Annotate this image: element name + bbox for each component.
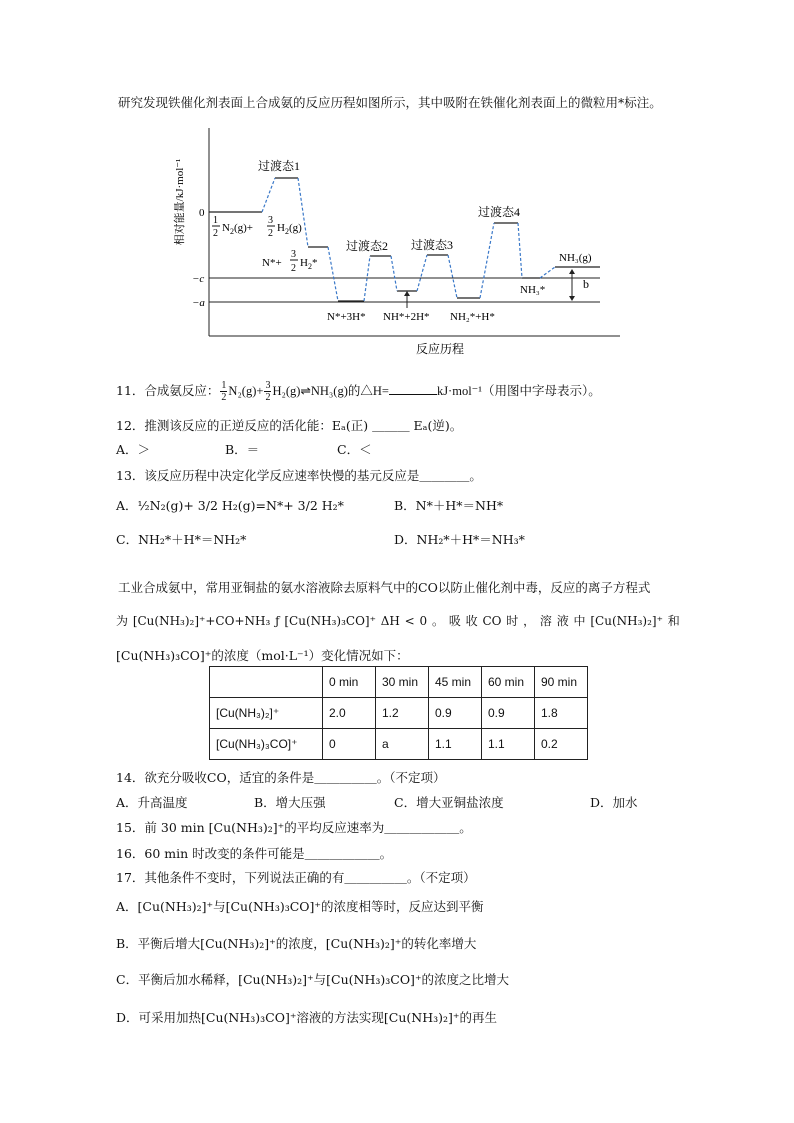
energy-diagram [0, 120, 794, 380]
table-header-cell [210, 667, 323, 698]
svg-text:H2*: $H_2*$ [300, 257, 318, 271]
ads-state-label [262, 249, 317, 274]
svg-text:2: 2 [291, 263, 296, 274]
q13-option-d[interactable]: D．NH₂*＋H*＝NH₃* [394, 532, 525, 547]
x-axis-label: 反应历程 [415, 342, 465, 356]
s4-label: NH₃* [520, 284, 546, 296]
table-header-cell: 45 min [429, 667, 482, 698]
q12-option-a[interactable]: A．＞ [116, 442, 151, 457]
table-cell: 0.9 [482, 698, 535, 729]
q13-option-a[interactable]: A．½N₂(g)+ 3/2 H₂(g)=N*+ 3/2 H₂* [116, 498, 344, 513]
q14-option-b[interactable]: B．增大压强 [254, 795, 326, 810]
svg-text:N*+: N*+ [262, 257, 282, 269]
q13-option-c[interactable]: C．NH₂*＋H*＝NH₂* [116, 532, 247, 547]
tick-zero: 0 [199, 207, 205, 219]
passage-line-1: 工业合成氨中，常用亚铜盐的氨水溶液除去原料气中的CO以防止催化剂中毒，反应的离子方程式 [118, 580, 651, 595]
s1-label: N*+3H* [327, 311, 366, 323]
b-label: b [583, 277, 589, 291]
table-cell: 2.0 [323, 698, 376, 729]
q12-option-c[interactable]: C．＜ [337, 442, 372, 457]
q14-option-c[interactable]: C．增大亚铜盐浓度 [394, 795, 504, 810]
question-14: 14．欲充分吸收CO，适宜的条件是＿＿＿＿＿。（不定项） [116, 770, 446, 785]
answer-blank[interactable] [389, 382, 437, 395]
svg-text:3: 3 [268, 215, 273, 226]
question-17: 17．其他条件不变时，下列说法正确的有＿＿＿＿＿。（不定项） [116, 870, 476, 885]
table-cell: 0.2 [535, 729, 588, 760]
table-row [210, 698, 588, 729]
y-axis-label: 相对能量/kJ·mol⁻¹ [174, 158, 186, 246]
table-cell: [Cu(NH₃)₂]⁺ [210, 698, 323, 729]
concentration-table [209, 666, 588, 760]
svg-text:3: 3 [291, 249, 296, 260]
question-13: 13．该反应历程中决定化学反应速率快慢的基元反应是＿＿＿＿。 [116, 468, 482, 483]
s3-label: NH₂*+H* [450, 311, 495, 323]
question-11: 11．合成氨反应： $\frac{1}{2}$ N₂(g)+ $\frac{3}{2}$ H₂(g)⇌NH₃(g)的△H= kJ·mol⁻¹（用图中字母表示）。 [116, 380, 601, 403]
q12-option-b[interactable]: B．＝ [225, 442, 260, 457]
intro-text: 研究发现铁催化剂表面上合成氨的反应历程如图所示，其中吸附在铁催化剂表面上的微粒用*标注。 [118, 95, 662, 110]
question-12: 12．推测该反应的正逆反应的活化能：Eₐ(正) ＿＿＿ Eₐ(逆)。 [116, 418, 463, 433]
q14-option-d[interactable]: D．加水 [590, 795, 638, 810]
q17-option-c[interactable]: C．平衡后加水稀释，[Cu(NH₃)₂]⁺与[Cu(NH₃)₃CO]⁺的浓度之比增大 [116, 972, 510, 987]
table-header-cell: 90 min [535, 667, 588, 698]
ts2-label: 过渡态2 [346, 239, 389, 253]
svg-text:H2(g): $H_2(g)$ [277, 222, 302, 236]
start-state-label [212, 215, 302, 239]
table-cell: a [376, 729, 429, 760]
svg-text:N2(g)+: $N_2(g)+$ [222, 222, 253, 236]
table-header-cell: 30 min [376, 667, 429, 698]
svg-text:2: 2 [213, 228, 218, 239]
passage-line-2: 为 [Cu(NH₃)₂]⁺+CO+NH₃ ƒ [Cu(NH₃)₃CO]⁺ ΔH < 0 。 吸 收 CO 时 ， 溶 液 中 [Cu(NH₃)₂]⁺ 和 [116, 614, 680, 628]
svg-text:2: 2 [268, 228, 273, 239]
ts1-label: 过渡态1 [258, 159, 301, 173]
q14-option-a[interactable]: A．升高温度 [116, 795, 188, 810]
ts3-label: 过渡态3 [411, 238, 454, 252]
ts4-label: 过渡态4 [478, 205, 521, 219]
table-header-cell: 60 min [482, 667, 535, 698]
tick-c: −c [192, 273, 205, 285]
question-16: 16．60 min 时改变的条件可能是＿＿＿＿＿＿。 [116, 846, 393, 861]
table-cell: [Cu(NH₃)₃CO]⁺ [210, 729, 323, 760]
tick-a: −a [192, 297, 205, 309]
q17-option-a[interactable]: A．[Cu(NH₃)₂]⁺与[Cu(NH₃)₃CO]⁺的浓度相等时，反应达到平衡 [116, 899, 484, 914]
q13-option-b[interactable]: B．N*＋H*＝NH* [394, 498, 504, 513]
table-cell: 0 [323, 729, 376, 760]
q17-option-d[interactable]: D．可采用加热[Cu(NH₃)₃CO]⁺溶液的方法实现[Cu(NH₃)₂]⁺的再生 [116, 1010, 497, 1025]
svg-text:1: 1 [213, 215, 218, 226]
q17-option-b[interactable]: B．平衡后增大[Cu(NH₃)₂]⁺的浓度，[Cu(NH₃)₂]⁺的转化率增大 [116, 936, 477, 951]
table-header-cell: 0 min [323, 667, 376, 698]
table-cell: 1.1 [429, 729, 482, 760]
table-cell: 1.8 [535, 698, 588, 729]
s2-label: NH*+2H* [383, 311, 430, 323]
table-cell: 1.1 [482, 729, 535, 760]
transition-paths [262, 178, 555, 301]
question-15: 15．前 30 min [Cu(NH₃)₂]⁺的平均反应速率为＿＿＿＿＿＿。 [116, 820, 472, 835]
s5-label: NH₃(g) [559, 252, 592, 264]
table-header-row [210, 667, 588, 698]
passage-line-3: [Cu(NH₃)₃CO]⁺的浓度（mol·L⁻¹）变化情况如下： [116, 648, 409, 663]
table-cell: 1.2 [376, 698, 429, 729]
table-row [210, 729, 588, 760]
table-cell: 0.9 [429, 698, 482, 729]
